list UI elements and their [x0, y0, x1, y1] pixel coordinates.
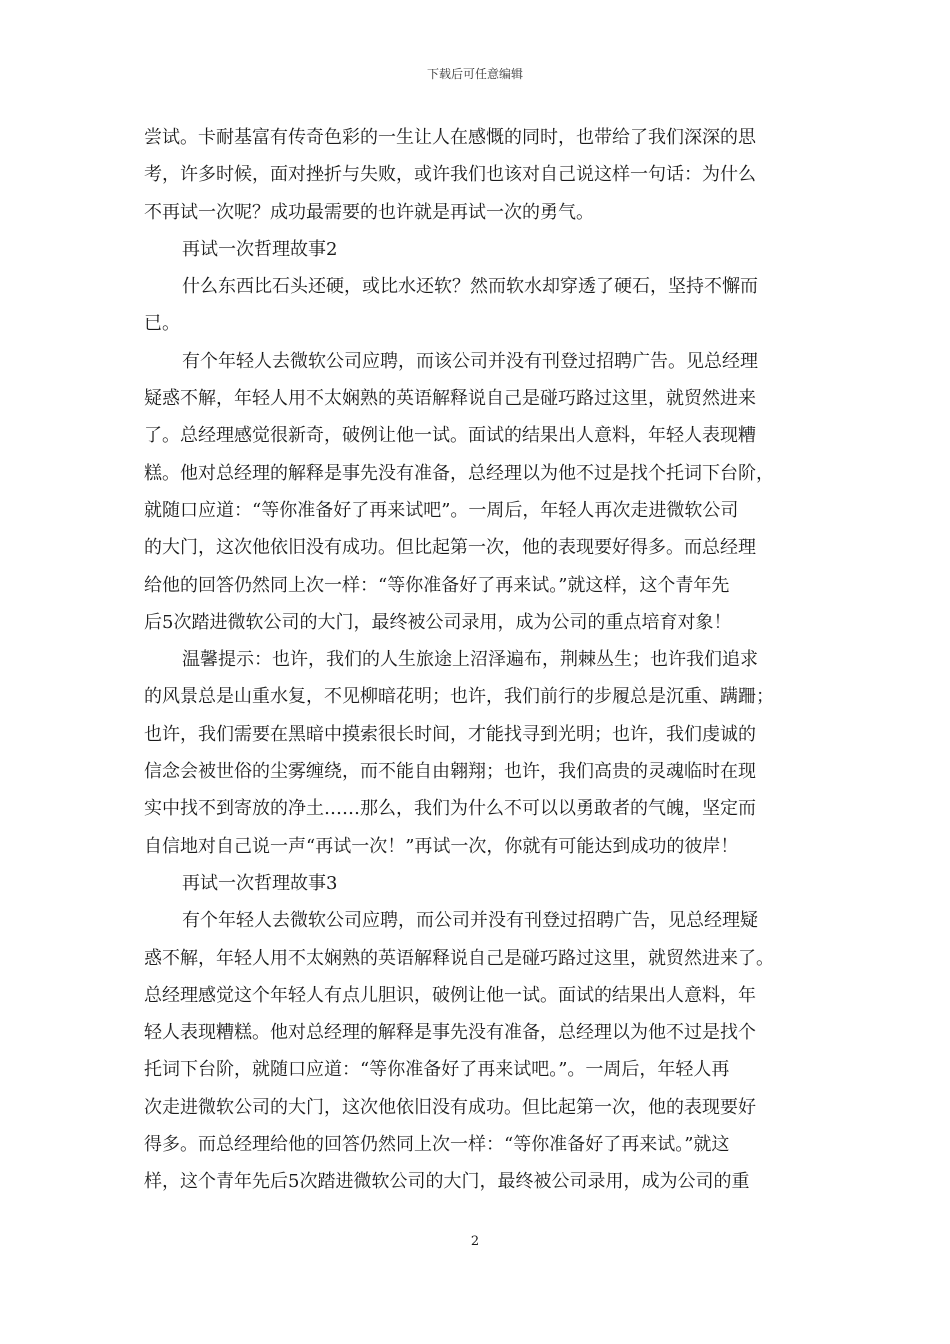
text-line: 再试一次哲理故事2: [182, 238, 338, 260]
text-line: 的风景总是山重水复，不见柳暗花明；也许，我们前行的步履总是沉重、蹒跚；: [144, 686, 774, 708]
text-line: 信念会被世俗的尘雾缠绕，而不能自由翱翔；也许，我们高贵的灵魂临时在现: [144, 761, 756, 783]
text-line: 给他的回答仍然同上次一样：“等你准备好了再来试。”就这样，这个青年先: [144, 574, 730, 596]
text-line: 不再试一次呢？成功最需要的也许就是再试一次的勇气。: [144, 201, 594, 223]
text-line: 有个年轻人去微软公司应聘，而该公司并没有刊登过招聘广告。见总经理: [182, 350, 758, 372]
text-line: 的大门，这次他依旧没有成功。但比起第一次，他的表现要好得多。而总经理: [144, 537, 756, 559]
text-line: 次走进微软公司的大门，这次他依旧没有成功。但比起第一次，他的表现要好: [144, 1096, 756, 1118]
text-line: 样，这个青年先后5次踏进微软公司的大门，最终被公司录用，成为公司的重: [144, 1171, 750, 1193]
text-line: 考，许多时候，面对挫折与失败，或许我们也该对自己说这样一句话：为什么: [144, 164, 756, 186]
text-line: 也许，我们需要在黑暗中摸索很长时间，才能找寻到光明；也许，我们虔诚的: [144, 723, 756, 745]
text-line: 托词下台阶，就随口应道：“等你准备好了再来试吧。”。一周后，年轻人再: [144, 1059, 730, 1081]
text-line: 尝试。卡耐基富有传奇色彩的一生让人在感慨的同时，也带给了我们深深的思: [144, 127, 756, 148]
text-line: 得多。而总经理给他的回答仍然同上次一样：“等你准备好了再来试。”就这: [144, 1134, 730, 1156]
text-line: 后5次踏进微软公司的大门，最终被公司录用，成为公司的重点培育对象！: [144, 611, 732, 633]
page-number: 2: [470, 1234, 480, 1249]
text-line: 就随口应道：“等你准备好了再来试吧”。一周后，年轻人再次走进微软公司: [144, 499, 739, 521]
page-header: 下载后可任意编辑: [426, 67, 523, 81]
text-line: 温馨提示：也许，我们的人生旅途上沼泽遍布，荆棘丛生；也许我们追求: [182, 649, 758, 671]
text-line: 总经理感觉这个年轻人有点儿胆识，破例让他一试。面试的结果出人意料，年: [144, 984, 756, 1006]
text-line: 再试一次哲理故事3: [182, 872, 338, 894]
document-body: [144, 119, 810, 1201]
text-line: 糕。他对总经理的解释是事先没有准备，总经理以为他不过是找个托词下台阶，: [144, 462, 774, 484]
text-line: 轻人表现糟糕。他对总经理的解释是事先没有准备，总经理以为他不过是找个: [144, 1022, 756, 1044]
text-line: 实中找不到寄放的净土……那么，我们为什么不可以以勇敢者的气魄，坚定而: [144, 798, 756, 820]
text-line: 有个年轻人去微软公司应聘，而公司并没有刊登过招聘广告，见总经理疑: [182, 910, 758, 932]
text-line: 惑不解，年轻人用不太娴熟的英语解释说自己是碰巧路过这里，就贸然进来了。: [144, 947, 774, 969]
text-line: 疑惑不解，年轻人用不太娴熟的英语解释说自己是碰巧路过这里，就贸然进来: [144, 388, 756, 410]
text-line: 自信地对自己说一声“再试一次！”再试一次，你就有可能达到成功的彼岸！: [144, 835, 739, 857]
text-line: 什么东西比石头还硬，或比水还软？然而软水却穿透了硬石，坚持不懈而: [182, 276, 758, 298]
text-line: 了。总经理感觉很新奇，破例让他一试。面试的结果出人意料，年轻人表现糟: [144, 425, 756, 447]
text-line: 已。: [144, 313, 180, 335]
